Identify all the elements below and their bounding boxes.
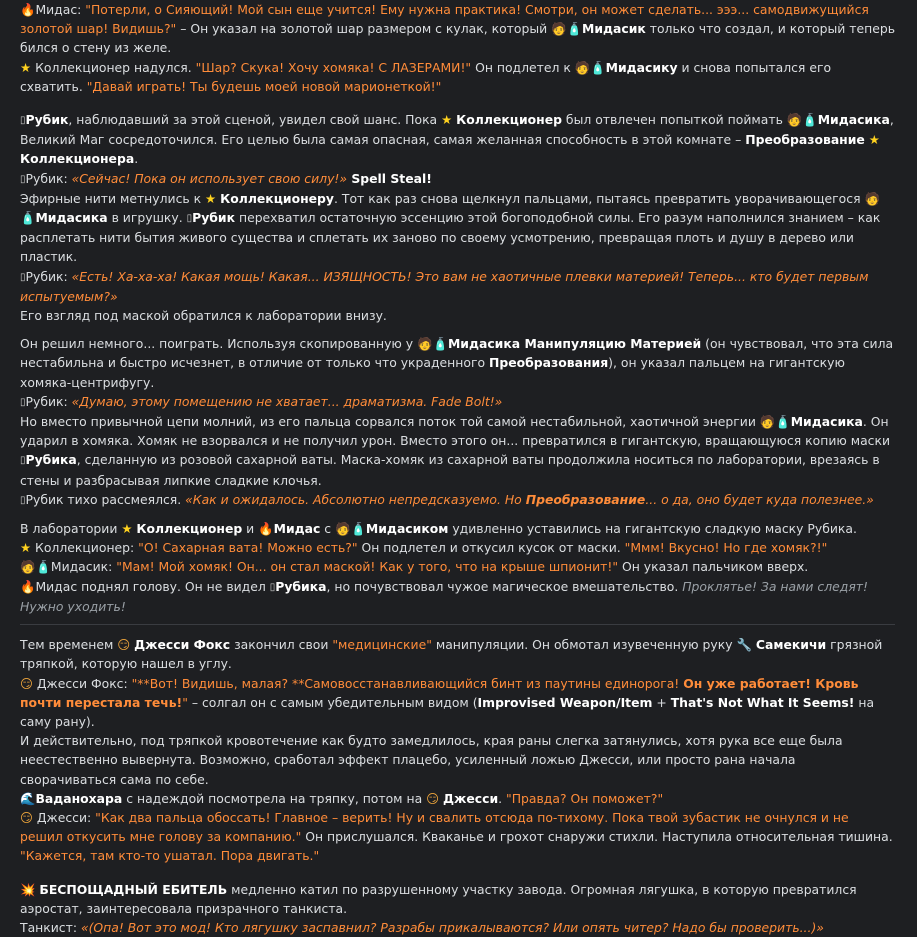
narration: . Он ударил в хомяка. Хомяк не взорвался и не получил урон. Вместо этого он... превратился в гигантскую, вращающуюся копию маски xyxy=(20,414,891,449)
character-name: Ваданохара xyxy=(35,790,123,806)
narration: и снова попытался его схватить. xyxy=(20,59,832,94)
face-icon: 🧑 xyxy=(417,336,433,352)
smirk-icon: 😏 xyxy=(117,637,131,653)
box-icon: ▯ xyxy=(20,271,26,283)
quote: "Ммм! Вкусно! Но где хомяк?!" xyxy=(624,540,828,556)
narration: , наблюдавший за этой сценой, увидел свой шанс. Пока xyxy=(68,112,442,128)
star-icon: ★ xyxy=(121,521,133,537)
face-icon: 🧑 xyxy=(759,414,776,430)
box-icon: ▯ xyxy=(269,581,276,593)
narration: Он решил немного... поиграть. Используя скопированную у xyxy=(20,336,418,352)
narration: только что создал, и который теперь бился о стену из желе. xyxy=(20,21,895,56)
bottle-icon: 🧴 xyxy=(566,21,582,37)
narration: , но почувствовал чужое магическое вмешательство. xyxy=(326,578,683,594)
quote: ... о да, оно будет куда полезнее.» xyxy=(645,491,874,507)
narration: + xyxy=(652,694,671,710)
quote: "Давай играть! Ты будешь моей новой марионеткой!" xyxy=(86,78,442,94)
quote: «Есть! Ха-ха-ха! Какая мощь! Какая... ИЗЯЩНОСТЬ! Это вам не хаотичные плевки материей! Теперь... кто будет первым испытуемым?» xyxy=(20,268,869,304)
narration: . Тот как раз снова щелкнул пальцами, пытаясь превратить уворачивающегося xyxy=(334,190,865,206)
smirk-icon: 😏 xyxy=(20,675,33,691)
message-block-rubick xyxy=(20,110,895,325)
narration: Эфирные нити метнулись к xyxy=(20,190,206,206)
narration: . xyxy=(134,151,139,167)
narration: И действительно, под тряпкой кровотечение как будто замедлилось, края раны слегка затянулись, хотя рука все еще была неестественно вывернута. Возможно, сработал эффект плацебо, усиленный ложью Джесси, или просто рана начала сворачиваться сама по себе. xyxy=(20,733,843,787)
message-line xyxy=(20,412,895,490)
ability-name: Преобразования xyxy=(489,355,609,371)
message-block-rubick-2 xyxy=(20,334,895,510)
character-name: Мидас xyxy=(273,521,321,537)
smirk-icon: 😏 xyxy=(20,809,33,825)
quote: «(Опа! Вот это мод! Кто лягушку заспавнил? Разрабы прикалываются? Или опять читер? Надо бы проверить...)» xyxy=(80,919,824,935)
wave-icon: 🌊 xyxy=(20,790,36,806)
message-block-tanker xyxy=(20,880,895,937)
message-line xyxy=(20,58,895,96)
narration: . xyxy=(498,790,507,806)
character-name: Мидасику xyxy=(605,59,678,75)
quote: "**Вот! Видишь, малая? **Самовосстанавливающийся бинт из паутины единорога! xyxy=(131,675,684,691)
narration: Он подлетел и откусил кусок от маски. xyxy=(357,540,625,556)
fire-icon: 🔥 xyxy=(258,521,274,537)
star-icon: ★ xyxy=(20,540,32,556)
message-line xyxy=(20,490,895,510)
narration: Рубик тихо рассмеялся. xyxy=(25,491,186,507)
message-line xyxy=(20,189,895,267)
speaker-name: Джесси Фокс: xyxy=(32,675,132,691)
character-name: Коллекционера xyxy=(20,151,135,167)
narration: с надеждой посмотрела на тряпку, потом на xyxy=(122,790,427,806)
quote: «Сейчас! Пока он использует свою силу!» xyxy=(71,170,348,186)
narration: в игрушку. xyxy=(107,210,187,226)
narration: был отвлечен попыткой поймать xyxy=(561,112,787,128)
narration: В лаборатории xyxy=(20,521,122,537)
message-line xyxy=(20,169,895,189)
narration: Он указал пальчиком вверх. xyxy=(618,559,809,575)
bottle-icon: 🧴 xyxy=(432,336,448,352)
character-name: Рубик xyxy=(25,112,69,128)
narration: – солгал он с самым убедительным видом ( xyxy=(187,694,478,710)
star-icon: ★ xyxy=(868,132,880,148)
quote: "Мам! Мой хомяк! Он... он стал маской! Как у того, что на крыше шпионит!" xyxy=(116,559,619,575)
character-name: Мидасика xyxy=(35,210,108,226)
message-divider xyxy=(20,624,895,625)
speaker-name: Танкист: xyxy=(20,919,81,935)
speaker-name: Мидас: xyxy=(35,2,82,17)
quote: "Правда? Он поможет?" xyxy=(506,790,664,806)
bottle-icon: 🧴 xyxy=(20,210,36,226)
narration: и xyxy=(242,521,259,537)
narration: надулся. xyxy=(130,59,196,75)
narration: ), он указал пальцем на гигантскую хомяка-центрифугу. xyxy=(20,355,845,390)
narration: , Великий Маг сосредоточился. Его целью была самая опасная, самая желанная способность в этой комнате – xyxy=(20,112,894,148)
box-icon: ▯ xyxy=(20,396,26,408)
face-icon: 🧑 xyxy=(551,21,567,37)
character-name: Коллекционер xyxy=(136,521,243,537)
message-line xyxy=(20,808,895,866)
character-name: Мидасик xyxy=(581,21,646,37)
bottle-icon: 🧴 xyxy=(775,414,791,430)
fire-icon: 🔥 xyxy=(20,578,36,594)
quote-emphasis: Он уже работает! Кровь почти перестала течь! xyxy=(20,675,859,710)
narration: Его взгляд под маской обратился к лаборатории внизу. xyxy=(20,308,387,324)
speaker-name: Рубик: xyxy=(25,393,72,409)
narration: (он чувствовал, что эта сила нестабильна и быстро исчезнет, в отличие от только что украденного xyxy=(20,336,894,371)
inner-thought: Проклятье! За нами следят! Нужно уходить! xyxy=(20,578,868,614)
ability-name: Преобразование xyxy=(745,132,865,148)
star-icon: ★ xyxy=(20,59,32,75)
message-block-jesse xyxy=(20,635,895,865)
message-line xyxy=(20,577,895,616)
speaker-name: Рубик: xyxy=(25,268,72,284)
narration: с xyxy=(320,521,336,537)
message-line xyxy=(20,306,895,325)
wrench-icon: 🔧 xyxy=(736,637,752,653)
explosion-icon: 💥 xyxy=(20,881,36,897)
fire-icon: 🔥 xyxy=(20,2,36,17)
quote: "Как два пальца обоссать! Главное – верить! Ну и свалить отсюда по-тихому. Пока твой зубастик не очнулся и не решил откусить мне голову за компанию." xyxy=(20,809,849,845)
narration: закончил свои xyxy=(230,637,333,653)
quote: «Думаю, этому помещению не хватает... драматизма. Fade Bolt!» xyxy=(71,393,503,409)
spell-name: Spell Steal! xyxy=(347,170,432,186)
quote: "Потерли, о Сияющий! Мой сын еще учится! Ему нужна практика! Смотри, он может сделать... эээ... самодвижущийся золотой шар! Видишь?" xyxy=(20,2,869,37)
speaker-name: Мидасик: xyxy=(50,559,117,575)
ability-name: Мидасика Манипуляцию Материей xyxy=(447,336,702,352)
quote: " xyxy=(182,694,188,710)
message-line xyxy=(20,392,895,412)
message-line xyxy=(20,538,895,557)
message-line xyxy=(20,674,895,732)
narration: манипуляции. Он обмотал изувеченную руку xyxy=(431,637,737,653)
message-line xyxy=(20,918,895,937)
message-line xyxy=(20,635,895,673)
quote: «Как и ожидалось. Абсолютно непредсказуемо. Но xyxy=(185,491,526,507)
character-name: Мидасика xyxy=(790,414,863,430)
character-name: Рубик xyxy=(192,210,236,226)
narration: Но вместо привычной цепи молний, из его пальца сорвался поток той самой нестабильной, хаотичной энергии xyxy=(20,414,760,430)
message-line xyxy=(20,557,895,576)
bottle-icon: 🧴 xyxy=(802,112,818,128)
face-icon: 🧑 xyxy=(864,190,880,206)
message-line xyxy=(20,0,895,58)
speaker-name: Рубик: xyxy=(25,170,72,186)
narration: Он подлетел к xyxy=(471,59,575,75)
box-icon: ▯ xyxy=(20,173,26,185)
star-icon: ★ xyxy=(441,112,453,128)
character-name: Рубика xyxy=(25,452,77,468)
message-block-midas xyxy=(20,0,895,96)
character-name: Коллекционер xyxy=(35,59,131,75)
narration: перехватил остаточную эссенцию этой богоподобной силы. Его разум наполнился знанием – как расплетать нити бытия живого существа и сплетать их заново по своему усмотрению, превращая плоть и душу в дерево или пластик. xyxy=(20,210,881,265)
message-line xyxy=(20,519,895,538)
narration: медленно катил по разрушенному участку завода. Огромная лягушка, в которую превратился аэростат, заинтересовала призрачного танкиста. xyxy=(20,881,857,916)
ability-name: Преобразование xyxy=(525,491,646,507)
character-name: Самекичи xyxy=(755,637,827,653)
quote: "О! Сахарная вата! Можно есть?" xyxy=(138,540,358,556)
message-line xyxy=(20,731,895,789)
narration: Тем временем xyxy=(20,637,118,653)
character-name: Мидасика xyxy=(817,112,890,128)
box-icon: ▯ xyxy=(20,455,26,467)
character-name: БЕСПОЩАДНЫЙ ЕБИТЕЛЬ xyxy=(39,881,228,897)
ability-name: That's Not What It Seems! xyxy=(670,694,855,710)
message-line xyxy=(20,334,895,392)
quote: "Шар? Скука! Хочу хомяка! С ЛАЗЕРАМИ!" xyxy=(195,59,472,75)
narration: удивленно уставились на гигантскую сладкую маску Рубика. xyxy=(448,521,857,537)
narration: Мидас поднял голову. Он не видел xyxy=(35,578,270,594)
message-line xyxy=(20,789,895,808)
bottle-icon: 🧴 xyxy=(350,521,366,537)
message-line xyxy=(20,267,895,306)
character-name: Джесси xyxy=(442,790,499,806)
box-icon: ▯ xyxy=(20,115,26,127)
narration: – Он указал на золотой шар размером с кулак, который xyxy=(176,21,552,37)
speaker-name: Коллекционер: xyxy=(31,540,139,556)
box-icon: ▯ xyxy=(186,213,193,225)
character-name: Рубика xyxy=(275,578,327,594)
character-name: Коллекционеру xyxy=(220,190,335,206)
message-block-lab xyxy=(20,519,895,616)
speaker-name: Джесси: xyxy=(32,809,96,825)
message-line xyxy=(20,110,895,169)
box-icon: ▯ xyxy=(20,494,26,506)
quote: "Кажется, там кто-то ушатал. Пора двигать." xyxy=(20,848,320,864)
face-icon: 🧑 xyxy=(335,521,351,537)
message-line xyxy=(20,880,895,918)
bottle-icon: 🧴 xyxy=(35,559,51,575)
character-name: Коллекционер xyxy=(456,112,562,128)
face-icon: 🧑 xyxy=(20,559,36,575)
character-name: Мидасиком xyxy=(365,521,449,537)
narration: , сделанную из розовой сахарной ваты. Маска-хомяк из сахарной ваты продолжила носиться по лаборатории, врезаясь в стены и разбрасывая липкие сладкие клочья. xyxy=(20,452,880,488)
ability-name: Improvised Weapon/Item xyxy=(477,694,653,710)
face-icon: 🧑 xyxy=(574,59,591,75)
star-icon: ★ xyxy=(205,190,217,206)
face-icon: 🧑 xyxy=(786,112,803,128)
narration: грязной тряпкой, которую нашел в углу. xyxy=(20,637,883,672)
narration: на саму рану). xyxy=(20,694,875,729)
character-name: Джесси Фокс xyxy=(134,637,231,653)
smirk-icon: 😏 xyxy=(426,790,440,806)
narration: Он прислушался. Кваканье и грохот снаружи стихли. Наступила относительная тишина. xyxy=(301,829,893,845)
quote: "медицинские" xyxy=(332,637,432,653)
bottle-icon: 🧴 xyxy=(590,59,606,75)
